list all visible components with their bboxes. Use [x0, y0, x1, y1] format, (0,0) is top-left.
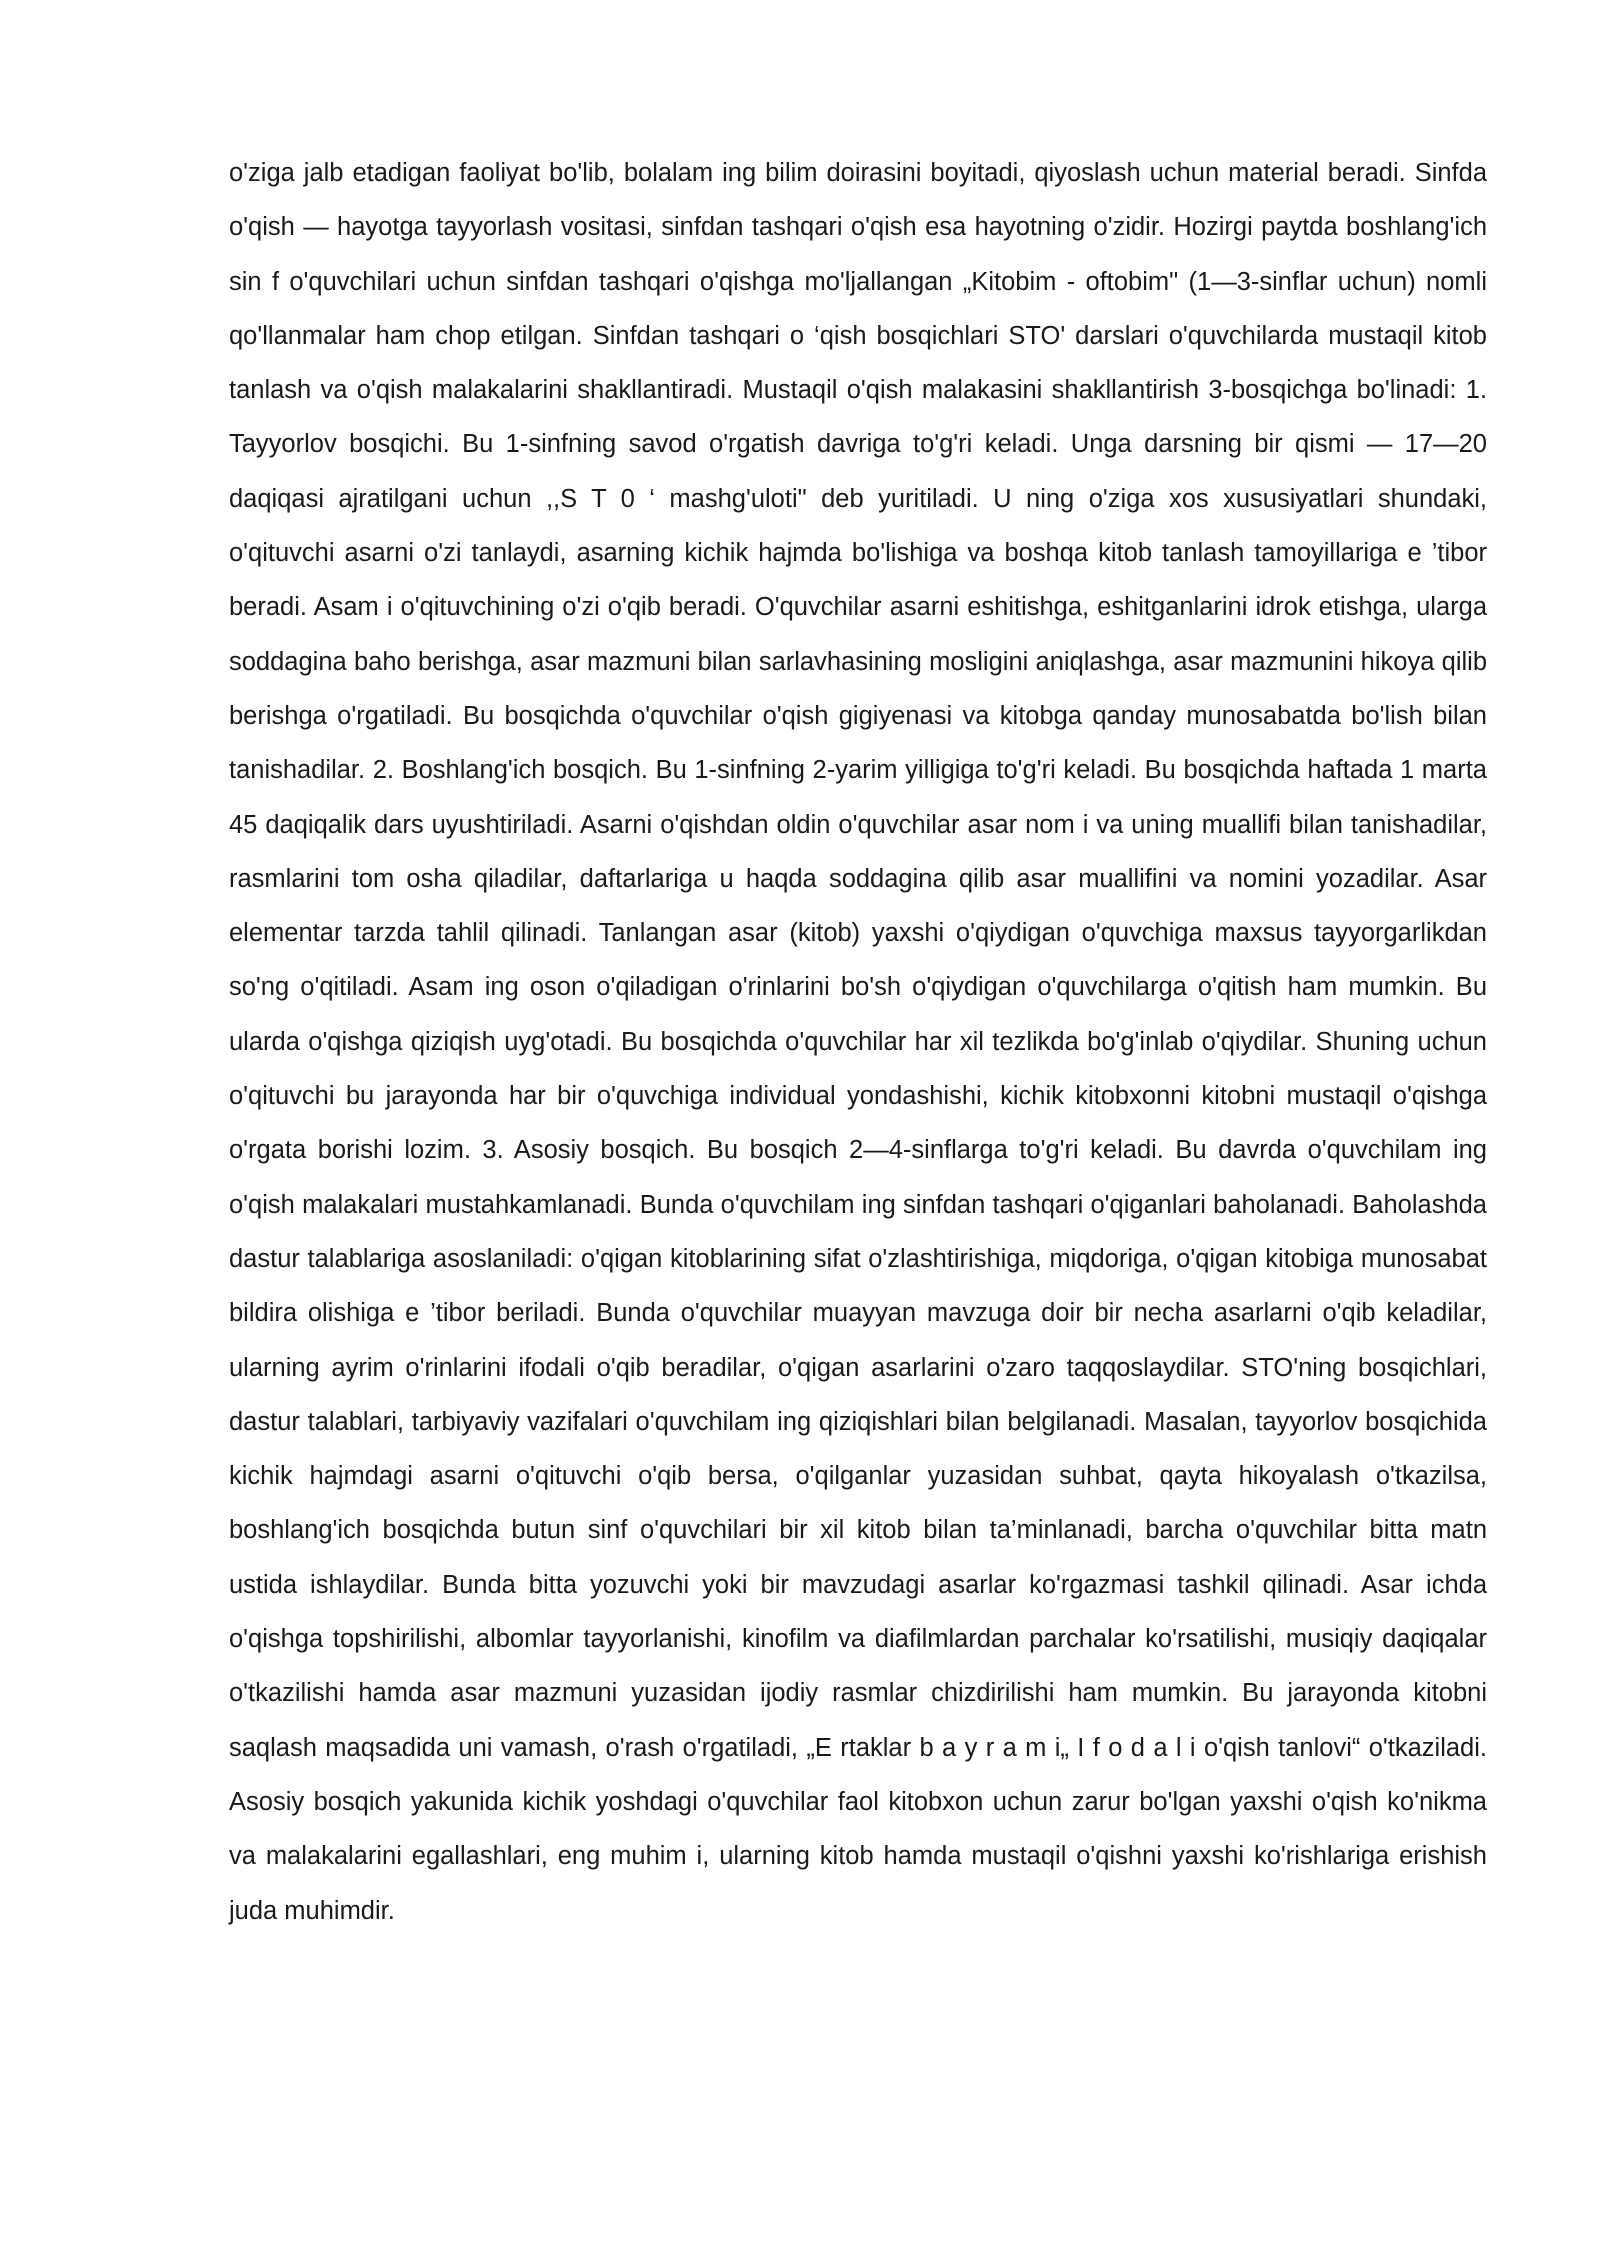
body-paragraph: o'ziga jalb etadigan faoliyat bo'lib, bolalam ing bilim doirasini boyitadi, qiyoslash uchun material beradi. Sinfda o'qish — hayotga tayyorlash vositasi, sinfdan tashqari o'qish esa hayotning o'zidir. Hozirgi paytda boshlang'ich sin f o'quvchilari uchun sinfdan tashqari o'qishga mo'ljallangan „Kitobim - oftobim" (1—3-sinflar uchun) nomli qo'llanmalar ham chop etilgan. Sinfdan tashqari o ‘qish bosqichlari STO' darslari o'quvchilarda mustaqil kitob tanlash va o'qish malakalarini shakllantiradi. Mustaqil o'qish malakasini shakllantirish 3-bosqichga bo'linadi: 1. Tayyorlov bosqichi. Bu 1-sinfning savod o'rgatish davriga to'g'ri keladi. Unga darsning bir qismi — 17—20 daqiqasi ajratilgani uchun ,,S T 0 ‘ mashg'uloti" deb yuritiladi. U ning o'ziga xos xususiyatlari shundaki, o'qituvchi asarni o'zi tanlaydi, asarning kichik hajmda bo'lishiga va boshqa kitob tanlash tamoyillariga e ’tibor beradi. Asam i o'qituvchining o'zi o'qib beradi. O'quvchilar asarni eshitishga, eshitganlarini idrok etishga, ularga soddagina baho berishga, asar mazmuni bilan sarlavhasining mosligini aniqlashga, asar mazmunini hikoya qilib berishga o'rgatiladi. Bu bosqichda o'quvchilar o'qish gigiyenasi va kitobga qanday munosabatda bo'lish bilan tanishadilar. 2. Boshlang'ich bosqich. Bu 1-sinfning 2-yarim yilligiga to'g'ri keladi. Bu bosqichda haftada 1 marta 45 daqiqalik dars uyushtiriladi. Asarni o'qishdan oldin o'quvchilar asar nom i va uning muallifi bilan tanishadilar, rasmlarini tom osha qiladilar, daftarlariga u haqda soddagina qilib asar muallifini va nomini yozadilar. Asar elementar tarzda tahlil qilinadi. Tanlangan asar (kitob) yaxshi o'qiydigan o'quvchiga maxsus tayyorgarlikdan so'ng o'qitiladi. Asam ing oson o'qiladigan o'rinlarini bo'sh o'qiydigan o'quvchilarga o'qitish ham mumkin. Bu ularda o'qishga qiziqish uyg'otadi. Bu bosqichda o'quvchilar har xil tezlikda bo'g'inlab o'qiydilar. Shuning uchun o'qituvchi bu jarayonda har bir o'quvchiga individual yondashishi, kichik kitobxonni kitobni mustaqil o'qishga o'rgata borishi lozim. 3. Asosiy bosqich. Bu bosqich 2—4-sinflarga to'g'ri keladi. Bu davrda o'quvchilam ing o'qish malakalari mustahkamlanadi. Bunda o'quvchilam ing sinfdan tashqari o'qiganlari baholanadi. Baholashda dastur talablariga asoslaniladi: o'qigan kitoblarining sifat o'zlashtirishiga, miqdoriga, o'qigan kitobiga munosabat bildira olishiga e ’tibor beriladi. Bunda o'quvchilar muayyan mavzuga doir bir necha asarlarni o'qib keladilar, ularning ayrim o'rinlarini ifodali o'qib beradilar, o'qigan asarlarini o'zaro taqqoslaydilar. STO'ning bosqichlari, dastur talablari, tarbiyaviy vazifalari o'quvchilam ing qiziqishlari bilan belgilanadi. Masalan, tayyorlov bosqichida kichik hajmdagi asarni o'qituvchi o'qib bersa, o'qilganlar yuzasidan suhbat, qayta hikoyalash o'tkazilsa, boshlang'ich bosqichda butun sinf o'quvchilari bir xil kitob bilan ta’minlanadi, barcha o'quvchilar bitta matn ustida ishlaydilar. Bunda bitta yozuvchi yoki bir mavzudagi asarlar ko'rgazmasi tashkil qilinadi. Asar ichda o'qishga topshirilishi, albomlar tayyorlanishi, kinofilm va diafilmlardan parchalar ko'rsatilishi, musiqiy daqiqalar o'tkazilishi hamda asar mazmuni yuzasidan ijodiy rasmlar chizdirilishi ham mumkin. Bu jarayonda kitobni saqlash maqsadida uni vamash, o'rash o'rgatiladi, „E rtaklar b a y r a m i„ I f o d a l i o'qish tanlovi“ o'tkaziladi. Asosiy bosqich yakunida kichik yoshdagi o'quvchilar faol kitobxon uchun zarur bo'lgan yaxshi o'qish ko'nikma va malakalarini egallashlari, eng muhim i, ularning kitob hamda mustaqil o'qishni yaxshi ko'rishlariga erishish juda muhimdir.	[229, 159, 1487, 1925]
body-text-block	[229, 146, 1487, 1938]
